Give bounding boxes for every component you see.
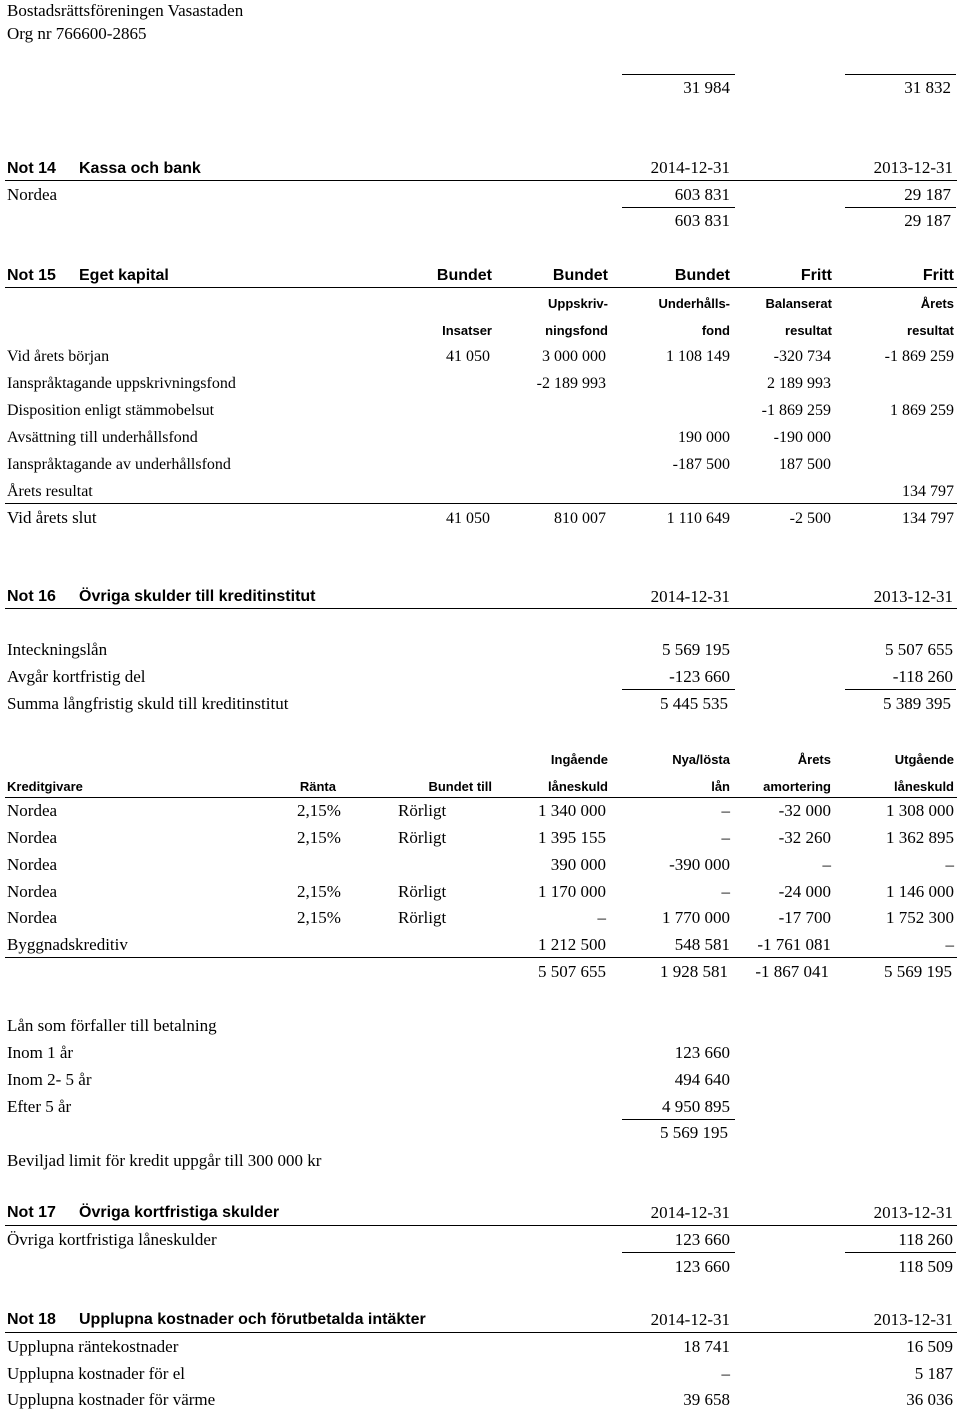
loan-out: 1 362 895 xyxy=(886,828,954,847)
note-15-h1-arets: Fritt xyxy=(922,267,954,284)
row-label: Vid årets början xyxy=(7,348,110,365)
note-16-row-label: Avgår kortfristig del xyxy=(7,667,146,686)
note-14-row-2014: 603 831 xyxy=(674,185,730,204)
loan-amort: -32 260 xyxy=(778,828,831,847)
note-15-h3-uppskriv: ningsfond xyxy=(545,323,608,338)
note-16-row-label: Inteckningslån xyxy=(7,640,108,659)
note-15-number: Not 15 xyxy=(7,267,56,284)
note-15-h3-arets: resultat xyxy=(907,323,954,338)
maturity-label: Inom 1 år xyxy=(7,1043,74,1062)
loan-out: 1 308 000 xyxy=(886,801,954,820)
note-16-sum-rule-1 xyxy=(622,689,735,690)
loan-bound: Rörligt xyxy=(398,908,447,927)
note-15-h1-insatser: Bundet xyxy=(436,267,492,284)
note-18-row-2013: 36 036 xyxy=(906,1390,953,1409)
row-arets: 134 797 xyxy=(902,510,954,527)
note-18-col-2014: 2014-12-31 xyxy=(650,1310,730,1329)
loan-in: 1 340 000 xyxy=(538,801,606,820)
row-uppskriv: 810 007 xyxy=(554,510,606,527)
loan-amort: -32 000 xyxy=(778,801,831,820)
note-16-row-2013: 5 389 395 xyxy=(883,694,951,713)
note-18-row-label: Upplupna kostnader för värme xyxy=(7,1390,216,1409)
note-18-title: Upplupna kostnader och förutbetalda intäkter xyxy=(79,1311,426,1328)
row-underhall: 190 000 xyxy=(678,429,730,446)
row-arets: 1 869 259 xyxy=(890,402,954,419)
row-arets: 134 797 xyxy=(902,483,954,500)
loan-h2-laneskuld-in: låneskuld xyxy=(548,779,608,794)
row-balanserat: 2 189 993 xyxy=(767,375,831,392)
loan-lender: Byggnadskreditiv xyxy=(7,935,128,954)
note-17-total-2014: 123 660 xyxy=(674,1257,730,1276)
loan-new: 1 770 000 xyxy=(662,908,730,927)
note-17-row-2014: 123 660 xyxy=(674,1230,730,1249)
credit-limit-note: Beviljad limit för kredit uppgår till 300 000 kr xyxy=(7,1151,322,1170)
note-14-row-2013: 29 187 xyxy=(904,185,951,204)
maturity-total: 5 569 195 xyxy=(660,1123,728,1142)
note-16-row-2014: -123 660 xyxy=(669,667,730,686)
loan-in: 390 000 xyxy=(550,855,606,874)
note-16-row-label: Summa långfristig skuld till kreditinstitut xyxy=(7,694,289,713)
loan-lender: Nordea xyxy=(7,801,58,820)
note-15-h2-arets: Årets xyxy=(920,296,954,311)
row-insatser: 41 050 xyxy=(446,510,490,527)
loan-bound: Rörligt xyxy=(398,828,447,847)
note-15-h2-balanserat: Balanserat xyxy=(765,296,832,311)
loan-rate: 2,15% xyxy=(297,828,341,847)
note-14-title: Kassa och bank xyxy=(79,160,201,177)
note-18-row-2014: 18 741 xyxy=(683,1337,730,1356)
note-15-h2-uppskriv: Uppskriv- xyxy=(548,296,608,311)
maturity-sum-rule xyxy=(622,1119,735,1120)
note-14-number: Not 14 xyxy=(7,160,56,177)
note-15-total-rule xyxy=(5,503,957,504)
row-balanserat: -320 734 xyxy=(773,348,831,365)
note-14-sum-rule-1 xyxy=(622,207,735,208)
loan-total-rule xyxy=(5,957,957,958)
note-17-title: Övriga kortfristiga skulder xyxy=(79,1204,280,1221)
note-18-row-label: Upplupna kostnader för el xyxy=(7,1364,185,1383)
loan-h1-nya: Nya/lösta xyxy=(672,752,730,767)
loan-in: 1 170 000 xyxy=(538,882,606,901)
loan-h1-ingaende: Ingående xyxy=(550,752,608,767)
loan-total-in: 5 507 655 xyxy=(538,962,606,981)
loan-h2-laneskuld-ut: låneskuld xyxy=(894,779,954,794)
loan-in: 1 395 155 xyxy=(538,828,606,847)
row-balanserat: -1 869 259 xyxy=(761,402,831,419)
loan-header-rule xyxy=(5,797,957,798)
loan-out: – xyxy=(945,855,954,874)
note-18-header-rule xyxy=(5,1332,957,1333)
loan-total-new: 1 928 581 xyxy=(660,962,728,981)
loan-out: 1 146 000 xyxy=(886,882,954,901)
loan-out: – xyxy=(945,935,954,954)
note-18-number: Not 18 xyxy=(7,1311,56,1328)
maturity-label: Efter 5 år xyxy=(7,1097,72,1116)
note-15-h3-underhall: fond xyxy=(701,323,730,338)
maturity-value: 123 660 xyxy=(674,1043,730,1062)
loan-h1-utgaende: Utgående xyxy=(894,752,954,767)
row-insatser: 41 050 xyxy=(446,348,490,365)
loan-h2-lan: lån xyxy=(711,779,730,794)
note-16-row-2013: -118 260 xyxy=(892,667,953,686)
loan-total-out: 5 569 195 xyxy=(884,962,952,981)
note-14-total-2014: 603 831 xyxy=(674,211,730,230)
loan-lender: Nordea xyxy=(7,908,58,927)
loan-amort: -24 000 xyxy=(778,882,831,901)
loan-amort: – xyxy=(822,855,831,874)
loan-h2-ranta: Ränta xyxy=(299,779,336,794)
maturity-value: 494 640 xyxy=(674,1070,730,1089)
maturity-title: Lån som förfaller till betalning xyxy=(7,1016,217,1035)
note-18-row-label: Upplupna räntekostnader xyxy=(7,1337,179,1356)
note-18-col-2013: 2013-12-31 xyxy=(873,1310,953,1329)
note-17-sum-rule-1 xyxy=(622,1252,735,1253)
loan-rate: 2,15% xyxy=(297,801,341,820)
row-uppskriv: -2 189 993 xyxy=(536,375,606,392)
loan-bound: Rörligt xyxy=(398,801,447,820)
note-16-row-2014: 5 445 535 xyxy=(660,694,728,713)
loan-in: – xyxy=(597,908,606,927)
row-label: Ianspråktagande uppskrivningsfond xyxy=(7,375,236,392)
note-18-row-2014: 39 658 xyxy=(683,1390,730,1409)
loan-lender: Nordea xyxy=(7,882,58,901)
loan-new: -390 000 xyxy=(669,855,730,874)
loan-new: – xyxy=(721,882,730,901)
loan-new: 548 581 xyxy=(674,935,730,954)
row-label: Disposition enligt stämmobelsut xyxy=(7,402,215,419)
carry-total-2013: 31 832 xyxy=(904,78,951,97)
note-18-row-2014: – xyxy=(721,1364,730,1383)
top-rule-1 xyxy=(622,74,735,75)
note-18-row-2013: 16 509 xyxy=(906,1337,953,1356)
note-17-col-2014: 2014-12-31 xyxy=(650,1203,730,1222)
row-balanserat: 187 500 xyxy=(779,456,831,473)
note-17-row-2013: 118 260 xyxy=(898,1230,953,1249)
note-14-total-2013: 29 187 xyxy=(904,211,951,230)
loan-lender: Nordea xyxy=(7,828,58,847)
loan-h2-bundet: Bundet till xyxy=(428,779,492,794)
loan-new: – xyxy=(721,801,730,820)
note-17-header-rule xyxy=(5,1225,957,1226)
org-number: Org nr 766600-2865 xyxy=(7,24,147,43)
loan-lender: Nordea xyxy=(7,855,58,874)
note-16-sum-rule-2 xyxy=(845,689,956,690)
loan-amort: -17 700 xyxy=(778,908,831,927)
row-underhall: -187 500 xyxy=(672,456,730,473)
note-17-number: Not 17 xyxy=(7,1204,56,1221)
loan-new: – xyxy=(721,828,730,847)
note-15-title: Eget kapital xyxy=(79,267,169,284)
note-14-sum-rule-2 xyxy=(845,207,956,208)
row-label: Ianspråktagande av underhållsfond xyxy=(7,456,231,473)
loan-bound: Rörligt xyxy=(398,882,447,901)
maturity-label: Inom 2- 5 år xyxy=(7,1070,92,1089)
note-16-row-2014: 5 569 195 xyxy=(662,640,730,659)
row-balanserat: -2 500 xyxy=(789,510,831,527)
loan-h1-arets: Årets xyxy=(797,752,831,767)
loan-h2-kreditgivare: Kreditgivare xyxy=(7,779,83,794)
row-underhall: 1 108 149 xyxy=(666,348,730,365)
row-arets: -1 869 259 xyxy=(884,348,954,365)
note-14-col-2014: 2014-12-31 xyxy=(650,158,730,177)
note-15-h1-balanserat: Fritt xyxy=(800,267,832,284)
note-16-number: Not 16 xyxy=(7,588,56,605)
loan-rate: 2,15% xyxy=(297,882,341,901)
carry-total-2014: 31 984 xyxy=(683,78,730,97)
note-16-title: Övriga skulder till kreditinstitut xyxy=(79,588,316,605)
row-label: Avsättning till underhållsfond xyxy=(7,429,198,446)
note-17-col-2013: 2013-12-31 xyxy=(873,1203,953,1222)
note-16-col-2013: 2013-12-31 xyxy=(873,587,953,606)
note-17-row-label: Övriga kortfristiga låneskulder xyxy=(7,1230,217,1249)
note-14-row-label: Nordea xyxy=(7,185,58,204)
note-17-total-2013: 118 509 xyxy=(898,1257,953,1276)
note-18-row-2013: 5 187 xyxy=(914,1364,953,1383)
loan-in: 1 212 500 xyxy=(538,935,606,954)
org-name: Bostadsrättsföreningen Vasastaden xyxy=(7,1,244,20)
row-label: Årets resultat xyxy=(7,483,93,500)
loan-amort: -1 761 081 xyxy=(757,935,831,954)
note-16-col-2014: 2014-12-31 xyxy=(650,587,730,606)
note-15-h1-underhall: Bundet xyxy=(674,267,730,284)
note-15-h1-uppskriv: Bundet xyxy=(552,267,608,284)
loan-h2-amortering: amortering xyxy=(763,779,831,794)
note-14-header-rule xyxy=(5,180,957,181)
note-16-row-2013: 5 507 655 xyxy=(885,640,953,659)
note-15-h3-insatser: Insatser xyxy=(442,323,492,338)
loan-rate: 2,15% xyxy=(297,908,341,927)
row-label: Vid årets slut xyxy=(7,508,97,527)
maturity-value: 4 950 895 xyxy=(662,1097,730,1116)
row-uppskriv: 3 000 000 xyxy=(542,348,606,365)
note-14-col-2013: 2013-12-31 xyxy=(873,158,953,177)
note-17-sum-rule-2 xyxy=(845,1252,956,1253)
note-15-header-rule xyxy=(5,287,957,288)
top-rule-2 xyxy=(845,74,956,75)
loan-out: 1 752 300 xyxy=(886,908,954,927)
note-16-header-rule xyxy=(5,608,957,609)
note-15-h3-balanserat: resultat xyxy=(785,323,832,338)
loan-total-amort: -1 867 041 xyxy=(755,962,829,981)
note-15-h2-underhall: Underhålls- xyxy=(658,296,730,311)
row-underhall: 1 110 649 xyxy=(666,510,730,527)
row-balanserat: -190 000 xyxy=(773,429,831,446)
